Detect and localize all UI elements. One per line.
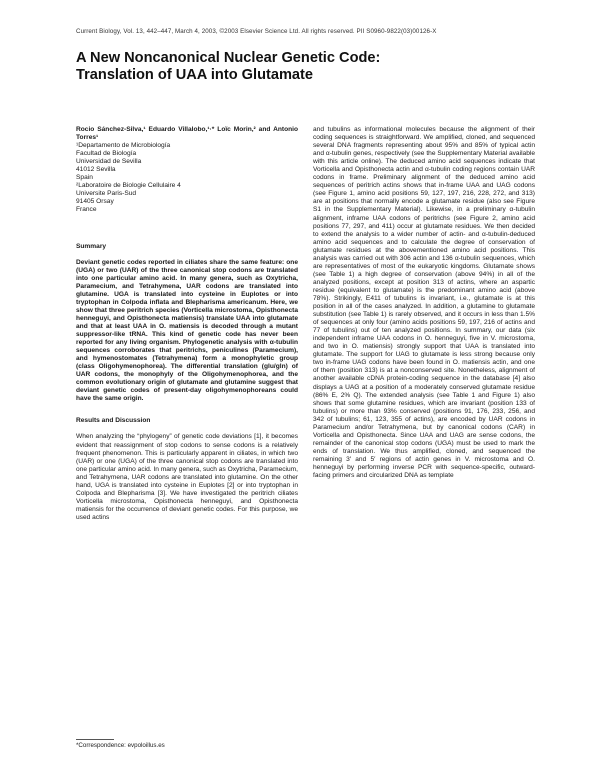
article-title [76, 50, 546, 84]
affiliation-line: Universidad de Sevilla [76, 158, 142, 166]
affiliation-line: Universite Paris-Sud [76, 190, 137, 198]
summary-heading: Summary [76, 242, 107, 250]
results-heading: Results and Discussion [76, 417, 151, 425]
right-column-text: and tubulins as informational molecules because the alignment of their coding sequences is straightforward. We amplified, cloned, and sequenced several DNA fragments representing about 95% and 85% of typical actin and α-tubulin genes, respectively (see the Supplementary Material available with this article online). The deduced amino acid sequences indicate that Vorticella and Opisthonecta actin and α-tubulin coding regions contain UAR codons in frame. Preliminary alignment of the deduced amino acid sequences of peritrich actins shows that in-frame UAA and UAG codons (see Figure 1, amino acid positions 59, 127, 197, 216, 228, 272, and 313) are at positions that normally encode a glutamate residue (also see Figure S1 in the Supplementary Material). Likewise, in a preliminary α-tubulin alignment, inframe UAA codons of peritrichs (see Figure 2, amino acid positions 77, 297, and 411) occur at glutamate residues. We then decided to extend the analysis to a wider number of actin- and α-tubulin-deduced amino acid sequences and to calculate the degree of conservation of glutamate residues at the abovementioned amino acid positions. This analysis was carried out with 306 actin and 136 α-tubulin sequences, which are representatives of most of the eukaryotic kingdoms. Glutamate shows (see Table 1) a high degree of conservation (above 94%) in all of the analyzed positions, except at position 313 of actins, where an aspartic residue (equivalent to glutamate) is the predominant amino acid (above 78%). Strikingly, E411 of tubulins is invariant, i.e., glutamate is at this position in all of the cases analyzed. In addition, a glutamine to glutamate substitution (see Table 1) is rarely observed, and it occurs in less than 1.5% of sequences at only four (amino acids positions 59, 197, 216 of actins and 77 of tubulins) out of ten analyzed positions. In summary, our data (six independent inframe UAA codons in O. henneguyi, five in V. microstoma, and two in O. matiensis) strongly support that UAA is translated into glutamate. The support for UAG to glutamate is less strong because only two in-frame UAG codons have been found in O. matiensis actin, and one of them (position 313) is at a nonconserved site. Nonetheless, alignment of another available cDNA protein-coding sequence in the database [4] also displays a UAG at a position of a moderately conserved glutamate residue (86% E, 2% Q). The extended analysis (see Table 1 and Figure 1) also shows that some glutamine residues, which are invariant (position 133 of tubulins) or more than 93% conserved (positions 91, 176, 233, 256, and 342 of tubulins; 61, 123, 355 of actins), are encoded by UAR codons in Paramecium and/or Tetrahymena, but by canonical codons (CAR) in Vorticella and Opisthonecta. Since UAA and UAG are sense codons, the remainder of the canonical stop codons (UGA) must be used to mark the ends of translation. We thus amplified, cloned, and sequenced the remaining 3′ and 5′ regions of actin genes in V. microstoma and O. henneguyi by performing inverse PCR with sequence-specific, outward-facing primers and circularized DNA as template [313, 126, 535, 480]
affiliation-line: Facultad de Biología [76, 150, 137, 158]
right-column [313, 126, 535, 480]
results-text: When analyzing the “phylogeny” of genetic code deviations [1], it becomes evident that reassignment of stop codons to sense codons is a relatively frequent phenomenon. This is particularly apparent in ciliates, in which two (UAR) or one (UGA) of the three canonical stop codons are translated into one particular amino acid. In many genera, such as Oxytricha, Paramecium, and Tetrahymena, UAR codons are translated into glutamine. On the other hand, UGA is translated into cysteine in Euplotes [2] or into tryptophan in Colpoda and Blepharisma [3]. We have investigated the peritrich ciliates Vorticella microstoma, Opisthonecta henneguyi, and Opisthonecta matiensis for the occurrence of deviant genetic codes. For this purpose, we used actins [76, 433, 298, 521]
title-line-2: Translation of UAA into Glutamate [76, 67, 314, 83]
affiliation-line: 41012 Sevilla [76, 166, 116, 174]
correspondence-footnote: *Correspondence: evpoloillus.es [76, 742, 165, 749]
title-line-1: A New Noncanonical Nuclear Genetic Code: [76, 50, 381, 66]
left-column [76, 126, 298, 522]
journal-citation-header: Current Biology, Vol. 13, 442–447, March 4, 2003, ©2003 Elsevier Science Ltd. All rights reserved. PII S0960-9822(03)00126-X [76, 28, 437, 35]
affiliation-line: 91405 Orsay [76, 198, 114, 206]
summary-text: Deviant genetic codes reported in ciliates share the same feature: one (UGA) or two (UAR) of the three canonical stop codons are translated into one particular amino acid. In many genera, such as Oxytricha, Paramecium, and Tetrahymena, UAR codons are translated into glutamine. UGA is translated into cysteine in Euplotes or into tryptophan in Colpoda inflata and Blepharisma americanum. Here, we show that three peritrich species (Vorticella microstoma, Opisthonecta henneguyi, and Opisthonecta matiensis) translate UAA into glutamate and that at least UAA in O. matiensis is decoded through a mutant suppressor-like tRNA. This kind of genetic code has never been reported for any living organism. Phylogenetic analysis with α-tubulin sequences corroborates that peritrichs, peniculines (Paramecium), and hymenostomates (Tetrahymena) form a monophyletic group (class Oligohymenophorea). The differential translation (glu/gln) of UAR codons, the monophyly of the Oligohymenophorea, and the common evolutionary origin of glutamate and glutamine suggest that deviant genetic codes of present-day oligohymenophoreans could have the same origin. [76, 258, 298, 403]
author-list: Rocio Sánchez-Silva,¹ Eduardo Villalobo,¹·* Loïc Morin,² and Antonio Torres¹ [76, 126, 298, 142]
affiliation-line: Spain [76, 174, 93, 182]
affiliation-line: France [76, 206, 97, 214]
affiliation-line: ²Laboratoire de Biologie Cellulaire 4 [76, 182, 181, 190]
footnote-divider [76, 739, 114, 740]
affiliation-line: ¹Departamento de Microbiología [76, 142, 171, 150]
affiliations [76, 142, 298, 214]
